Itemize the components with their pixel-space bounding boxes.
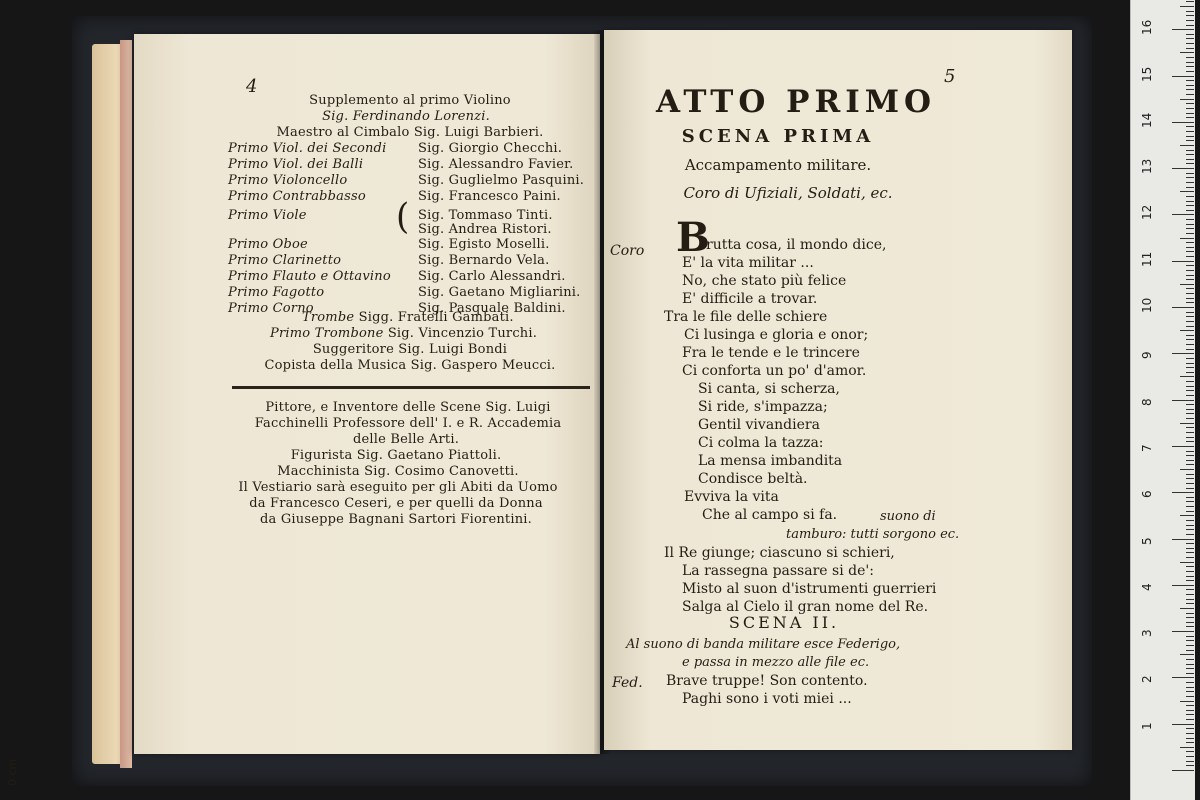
verse-line: Ci conforta un po' d'amor. [682,363,867,379]
ruler-tick [1186,89,1194,90]
ruler-tick [1172,353,1194,354]
speaker-coro: Coro [610,243,645,259]
ruler-tick [1172,631,1194,632]
setting-line: Accampamento militare. [684,156,872,174]
ruler-tick [1186,279,1194,280]
credits-line: da Giuseppe Bagnani Sartori Fiorentini. [260,512,532,527]
roster-role: Primo Viol. dei Secondi [228,141,387,156]
ruler-tick [1186,57,1194,58]
ruler-tick [1186,182,1194,183]
roster-name: Sig. Andrea Ristori. [418,222,552,237]
ruler-tick [1186,460,1194,461]
ruler-tick [1186,381,1194,382]
ruler-tick [1186,219,1194,220]
stage-direction-1b: tamburo: tutti sorgono ec. [786,527,960,542]
ruler-tick [1186,150,1194,151]
ruler-tick [1180,701,1194,702]
ruler-tick [1186,738,1194,739]
ruler-tick [1172,400,1194,401]
roster-role: Primo Oboe [228,237,308,252]
ruler-number: 13 [1140,158,1154,175]
trombe-rest: Sigg. Fratelli Gambati. [358,310,514,325]
ruler-tick [1186,159,1194,160]
verse-line: Ci colma la tazza: [698,435,824,451]
ruler-tick [1180,191,1194,192]
ruler-tick [1186,589,1194,590]
verse-first: rutta cosa, il mondo dice, [706,237,887,253]
roster-name: Sig. Pasquale Baldini. [418,301,566,316]
right-page-number: 5 [944,66,956,87]
ruler-tick [1186,719,1194,720]
ruler-tick [1186,664,1194,665]
verse2-line: Il Re giunge; ciascuno si schieri, [664,545,895,561]
verse-line: Gentil vivandiera [698,417,820,433]
ruler-tick [1186,85,1194,86]
credits-line: Figurista Sig. Gaetano Piattoli. [290,448,502,463]
ruler-tick [1186,427,1194,428]
credits-line: Il Vestiario sarà eseguito per gli Abiti da Uomo [238,480,558,495]
ruler-tick [1186,386,1194,387]
ruler-number: 14 [1140,112,1154,128]
ruler-tick [1180,6,1194,7]
trombe-role: Trombe [302,310,355,325]
roster-name: Sig. Bernardo Vela. [418,253,550,268]
ruler-tick [1186,756,1194,757]
ruler-tick [1186,691,1194,692]
ruler-tick [1186,576,1194,577]
roster-role: Primo Fagotto [228,285,325,300]
scene2-title: SCENA II. [728,613,840,632]
ruler-tick [1186,617,1194,618]
ruler-tick [1186,94,1194,95]
brace-symbol: ( [396,196,410,238]
ruler-tick [1186,497,1194,498]
ruler-tick [1186,117,1194,118]
roster-role: Primo Viole [228,208,307,223]
ruler-tick [1186,742,1194,743]
left-line-2: Sig. Ferdinando Lorenzi. [322,109,490,124]
ruler-tick [1186,62,1194,63]
ruler-tick [1186,187,1194,188]
roster-role: Primo Contrabbasso [228,189,366,204]
ruler-tick [1186,349,1194,350]
ruler-tick [1186,108,1194,109]
ruler-tick [1186,163,1194,164]
ruler-tick [1186,242,1194,243]
ruler-tick [1186,765,1194,766]
scene-title: SCENA PRIMA [681,126,875,147]
ruler-tick [1180,562,1194,563]
ruler-tick [1186,464,1194,465]
ruler-tick [1172,446,1194,447]
ruler-tick [1186,390,1194,391]
fed-line-1: Brave truppe! Son contento. [666,673,868,689]
ruler-tick [1186,622,1194,623]
ruler-tick [1186,710,1194,711]
ruler-tick [1186,418,1194,419]
ruler-tick [1172,168,1194,169]
ruler-tick [1186,511,1194,512]
ruler-tick [1186,483,1194,484]
verse-line: Si ride, s'impazza; [698,399,828,415]
ruler-tick [1186,66,1194,67]
ruler-tick [1186,728,1194,729]
ruler-tick [1186,1,1194,2]
roster-name: Sig. Tommaso Tinti. [418,208,553,223]
ruler-tick [1186,372,1194,373]
ruler-tick [1186,251,1194,252]
ruler-tick [1186,43,1194,44]
ruler-number: 15 [1140,66,1154,82]
ruler-tick [1172,770,1194,771]
roster-role: Primo Corno [228,301,314,316]
ruler-tick [1186,543,1194,544]
ruler-tick [1186,113,1194,114]
ruler-tick [1186,673,1194,674]
ruler-tick [1186,409,1194,410]
ruler-tick [1186,650,1194,651]
ruler-unit: 0 cm [6,758,19,786]
ruler-tick [1180,423,1194,424]
ruler-number: 6 [1140,490,1154,499]
ruler-tick [1186,154,1194,155]
roster-role: Primo Flauto e Ottavino [228,269,391,284]
copista-line: Copista della Musica Sig. Gaspero Meucci. [264,358,556,373]
ruler-number: 12 [1140,205,1154,221]
ruler-tick [1172,214,1194,215]
ruler-number: 3 [1140,629,1154,638]
ruler-tick [1186,293,1194,294]
ruler-number: 4 [1140,583,1154,591]
roster-name: Sig. Alessandro Favier. [418,157,574,172]
roster-name: Sig. Carlo Alessandri. [418,269,566,284]
stage-direction-1a: suono di [880,509,936,524]
ruler-tick [1186,312,1194,313]
verse2-line: Salga al Cielo il gran nome del Re. [682,599,929,615]
speaker-fed: Fed. [612,675,643,691]
verse-line: Tra le file delle schiere [664,309,828,325]
trombe-line [302,310,514,326]
roster-name: Sig. Egisto Moselli. [418,237,550,252]
ruler-tick [1186,302,1194,303]
ruler-tick [1186,358,1194,359]
ruler-tick [1180,469,1194,470]
ruler-tick [1186,316,1194,317]
ruler-tick [1186,441,1194,442]
ruler-tick [1186,140,1194,141]
verse2-line: La rassegna passare si de': [682,563,874,579]
ruler-tick [1180,99,1194,100]
ruler-tick [1180,654,1194,655]
characters-line: Coro di Ufiziali, Soldati, ec. [683,184,893,202]
fed-line-2: Paghi sono i voti miei ... [682,691,852,707]
ruler-tick [1186,80,1194,81]
ruler-tick [1186,636,1194,637]
trombone-role: Primo Trombone [270,326,384,341]
ruler-tick [1180,238,1194,239]
ruler-tick [1186,48,1194,49]
roster-name: Sig. Guglielmo Pasquini. [418,173,585,188]
ruler-tick [1180,515,1194,516]
ruler-tick [1186,228,1194,229]
verse-line: Condisce beltà. [698,471,808,487]
left-line-1: Supplemento al primo Violino [309,93,511,108]
ruler-tick [1186,640,1194,641]
ruler-tick [1172,29,1194,30]
direction2-line-2: e passa in mezzo alle file ec. [682,655,870,670]
ruler-tick [1186,404,1194,405]
ruler-tick [1180,52,1194,53]
ruler-tick [1172,261,1194,262]
ruler-tick [1186,506,1194,507]
ruler-tick [1186,71,1194,72]
ruler-tick [1186,626,1194,627]
ruler-tick [1186,413,1194,414]
ruler-tick [1186,15,1194,16]
ruler-tick [1186,270,1194,271]
ruler-tick [1186,136,1194,137]
ruler-number: 5 [1140,536,1154,545]
ruler-tick [1186,525,1194,526]
verse-line: No, che stato più felice [682,273,847,289]
ruler-tick [1186,529,1194,530]
act-title: ATTO PRIMO [655,84,937,120]
roster-name: Sig. Gaetano Migliarini. [418,285,581,300]
ruler-tick [1186,488,1194,489]
ruler-tick [1172,724,1194,725]
ruler-tick [1186,520,1194,521]
ruler-tick [1186,557,1194,558]
ruler-tick [1186,196,1194,197]
ruler-tick [1186,344,1194,345]
ruler-number: 16 [1140,19,1154,36]
ruler-tick [1186,594,1194,595]
roster-role: Primo Violoncello [228,173,348,188]
verse-line: E' difficile a trovar. [682,291,818,307]
ruler-number: 8 [1140,397,1154,406]
roster-name: Sig. Francesco Paini. [418,189,561,204]
ruler-tick [1186,451,1194,452]
ruler-number: 10 [1140,297,1154,313]
ruler-tick [1186,548,1194,549]
ruler-tick [1186,173,1194,174]
ruler-tick [1186,326,1194,327]
ruler-tick [1180,145,1194,146]
credits-line: delle Belle Arti. [352,432,460,447]
ruler-tick [1180,376,1194,377]
verse-line: Ci lusinga e gloria e onor; [684,327,869,343]
ruler-tick [1186,455,1194,456]
ruler-tick [1186,321,1194,322]
ruler-tick [1186,224,1194,225]
divider-rule [232,386,590,389]
verse-line: E' la vita militar ... [682,255,814,271]
ruler-tick [1186,265,1194,266]
ruler-tick [1186,201,1194,202]
suggeritore-line: Suggeritore Sig. Luigi Bondi [312,342,508,357]
ruler-tick [1186,131,1194,132]
verse2-line: Misto al suon d'istrumenti guerrieri [682,581,937,597]
ruler-number: 11 [1140,251,1154,267]
ruler-tick [1186,367,1194,368]
ruler-tick [1172,677,1194,678]
verse-line: La mensa imbandita [698,453,843,469]
ruler-tick [1186,363,1194,364]
ruler-tick [1186,210,1194,211]
ruler-tick [1186,34,1194,35]
credits-line: Pittore, e Inventore delle Scene Sig. Luigi [265,400,551,415]
ruler-tick [1186,659,1194,660]
ruler-tick [1186,339,1194,340]
ruler-tick [1172,585,1194,586]
ruler-tick [1186,478,1194,479]
ruler-tick [1186,233,1194,234]
ruler-tick [1186,501,1194,502]
ruler-tick [1172,307,1194,308]
ruler-tick [1180,747,1194,748]
ruler-tick [1186,733,1194,734]
ruler-tick [1186,613,1194,614]
ruler-tick [1180,608,1194,609]
ruler-tick [1186,751,1194,752]
ruler-tick [1186,20,1194,21]
ruler-tick [1186,432,1194,433]
ruler-number: 7 [1140,444,1154,452]
verse-line: Fra le tende e le trincere [682,345,860,361]
ruler-tick [1186,682,1194,683]
ruler-number: 1 [1140,722,1154,730]
ruler-tick [1186,38,1194,39]
ruler-tick [1186,580,1194,581]
ruler-tick [1180,284,1194,285]
ruler-tick [1186,256,1194,257]
ruler-tick [1186,205,1194,206]
ruler-tick [1186,687,1194,688]
ruler-tick [1186,437,1194,438]
roster-name: Sig. Giorgio Checchi. [418,141,563,156]
direction2-line-1: Al suono di banda militare esce Federigo, [626,637,901,652]
ruler-tick [1186,298,1194,299]
verse-line: Evviva la vita [684,489,779,505]
left-page-number: 4 [246,76,258,97]
ruler-tick [1186,335,1194,336]
ruler-tick [1186,474,1194,475]
drop-cap: B [676,214,710,261]
verse-line: Si canta, si scherza, [698,381,840,397]
ruler-tick [1186,126,1194,127]
ruler-tick [1186,566,1194,567]
ruler-tick [1186,552,1194,553]
page-edges-tinted [120,40,132,768]
ruler-tick [1186,571,1194,572]
verse-line: Che al campo si fa. [702,507,838,523]
ruler-tick [1186,603,1194,604]
ruler-tick [1186,599,1194,600]
ruler-tick [1186,645,1194,646]
ruler-tick [1186,705,1194,706]
ruler-tick [1186,275,1194,276]
ruler-tick [1186,761,1194,762]
ruler-tick [1186,668,1194,669]
roster-role: Primo Viol. dei Balli [228,157,364,172]
credits-line: da Francesco Ceseri, e per quelli da Donna [249,496,543,511]
ruler-tick [1186,247,1194,248]
ruler-tick [1186,103,1194,104]
ruler-tick [1172,539,1194,540]
left-line-3: Maestro al Cimbalo Sig. Luigi Barbieri. [276,125,544,140]
ruler-tick [1186,288,1194,289]
ruler-tick [1186,11,1194,12]
credits-line: Facchinelli Professore dell' I. e R. Accademia [254,416,562,431]
trombone-rest: Sig. Vincenzio Turchi. [387,326,538,341]
roster-role: Primo Clarinetto [228,253,342,268]
trombone-line [270,326,537,342]
ruler-tick [1172,76,1194,77]
ruler-tick [1186,395,1194,396]
ruler-tick [1186,534,1194,535]
credits-line: Macchinista Sig. Cosimo Canovetti. [277,464,519,479]
ruler-tick [1186,714,1194,715]
ruler-tick [1186,25,1194,26]
ruler-tick [1172,492,1194,493]
ruler-tick [1186,696,1194,697]
ruler-tick [1186,177,1194,178]
ruler-tick [1180,330,1194,331]
ruler-number: 9 [1140,351,1154,360]
ruler-number: 2 [1140,675,1154,684]
ruler-tick [1172,122,1194,123]
